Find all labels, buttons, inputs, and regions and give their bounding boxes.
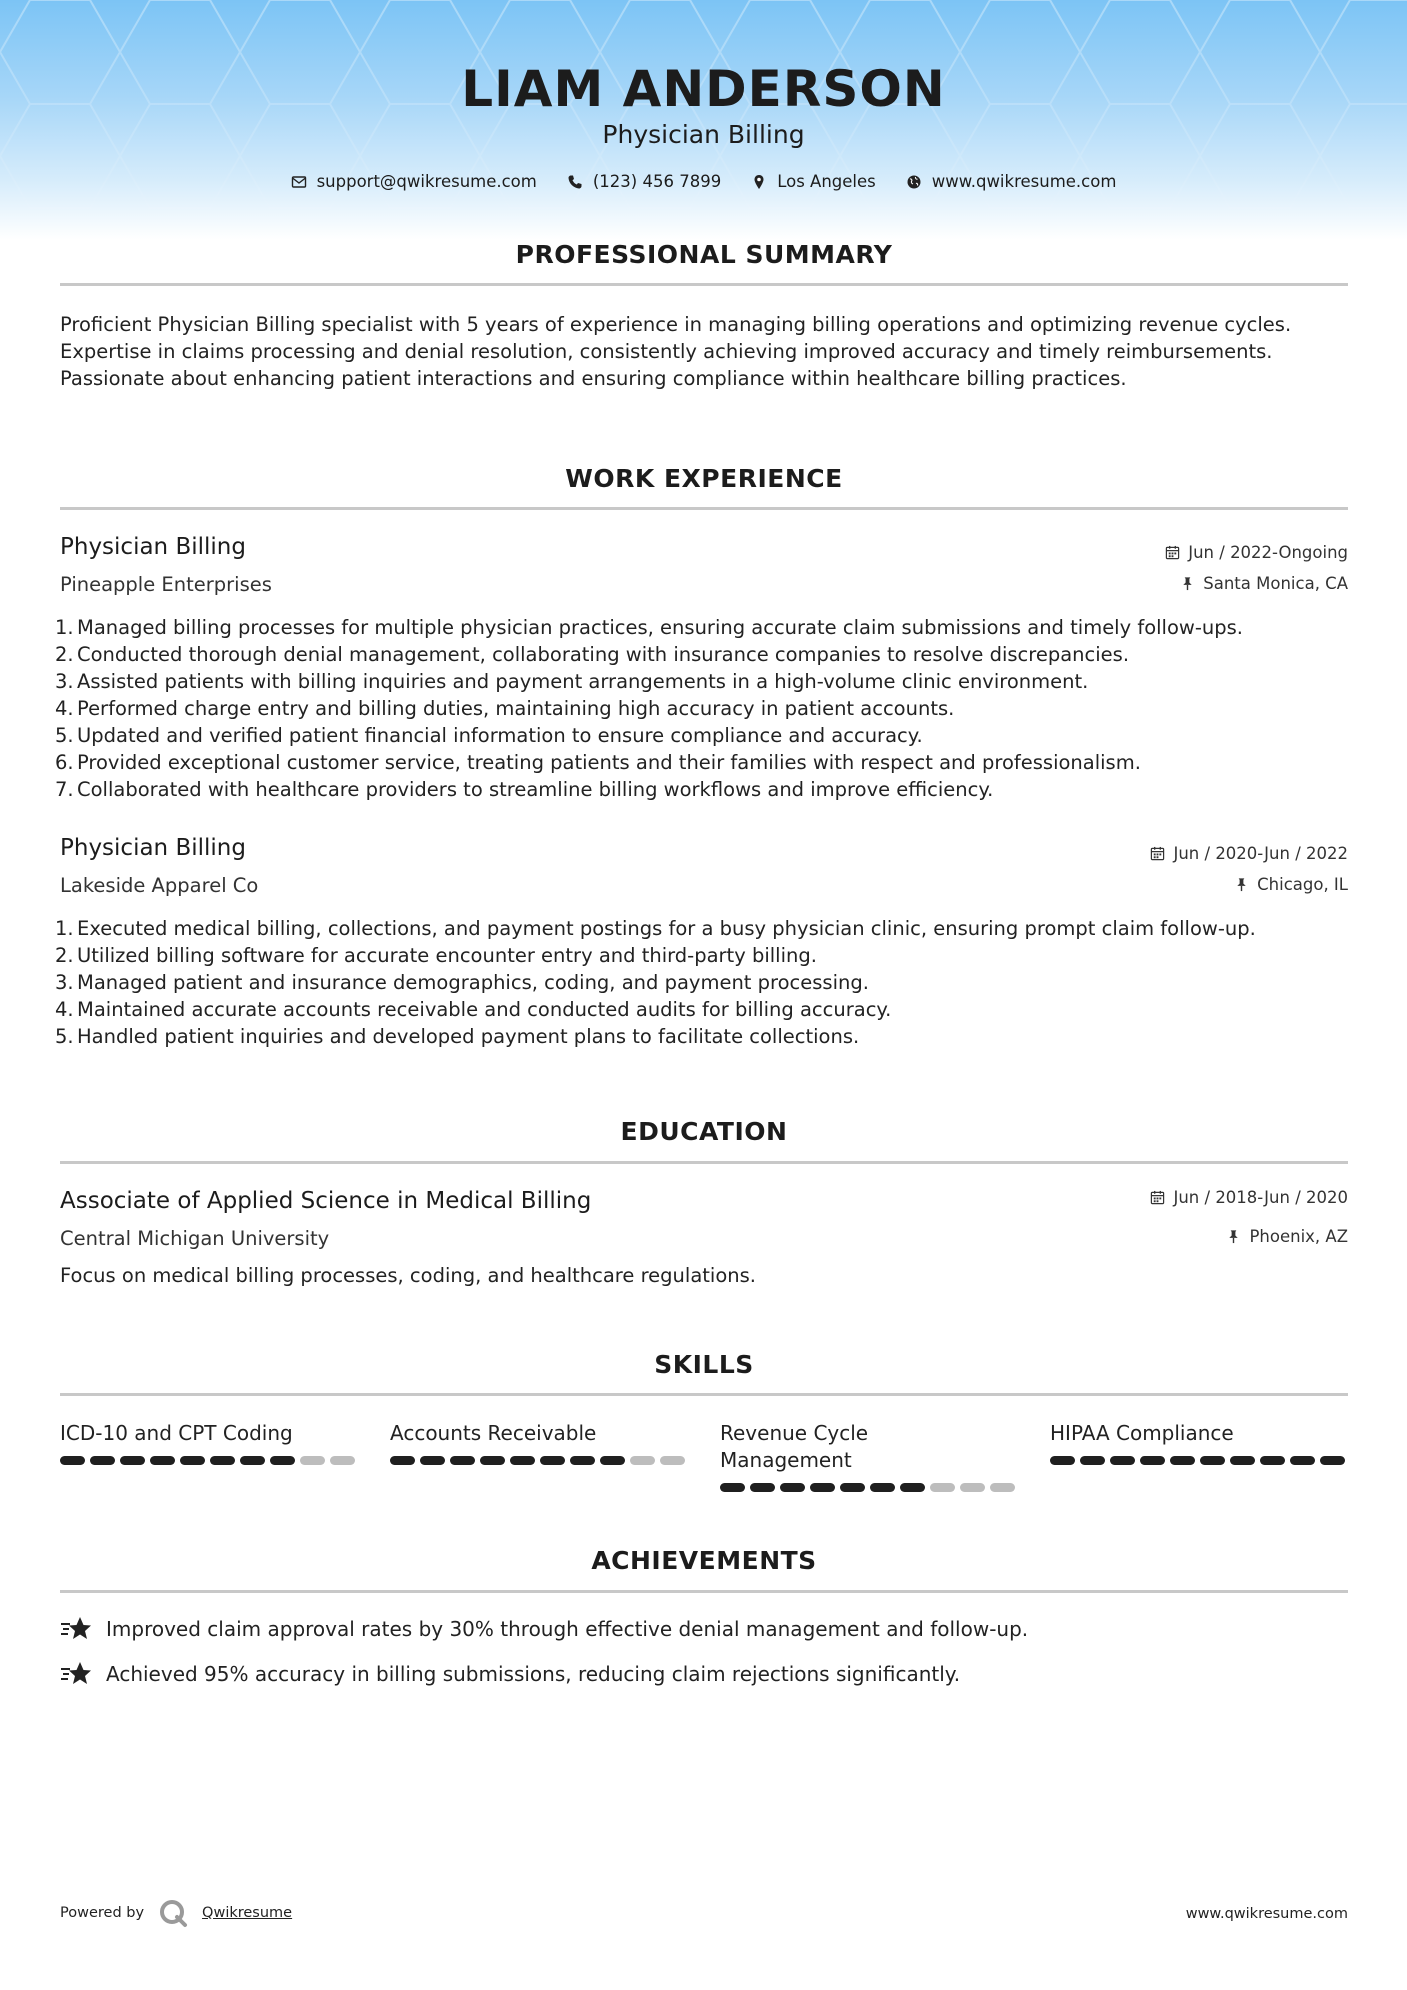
star-badge-icon xyxy=(60,1660,92,1688)
contact-bar xyxy=(0,172,1407,191)
list-item-text: Executed medical billing, collections, and payment postings for a busy physician clinic, ensuring prompt claim follow-up. xyxy=(77,917,1256,940)
list-item xyxy=(55,668,1365,695)
education-school: Central Michigan University xyxy=(60,1227,330,1250)
skill-level-segment xyxy=(960,1483,985,1492)
envelope-icon xyxy=(291,174,307,190)
list-item xyxy=(55,942,1365,969)
list-item-number: 5. xyxy=(55,724,74,747)
list-item xyxy=(55,695,1365,722)
job-title: Physician Billing xyxy=(60,534,246,560)
list-item-text: Utilized billing software for accurate encounter entry and third-party billing. xyxy=(77,944,817,967)
list-item xyxy=(55,996,1365,1023)
skill-name: Accounts Receivable xyxy=(390,1421,597,1445)
skill-name: HIPAA Compliance xyxy=(1050,1421,1234,1445)
education-location xyxy=(1226,1227,1348,1246)
skill-level-segment xyxy=(330,1456,355,1465)
list-item-text: Collaborated with healthcare providers to streamline billing workflows and improve efficiency. xyxy=(77,778,994,801)
list-item-text: Managed patient and insurance demographics, coding, and payment processing. xyxy=(77,971,869,994)
job-location xyxy=(1180,574,1348,593)
globe-icon xyxy=(906,174,922,190)
list-item-number: 3. xyxy=(55,670,74,693)
skill-level-segment xyxy=(1050,1456,1075,1465)
skill-level-segment xyxy=(840,1483,865,1492)
section-divider xyxy=(60,1161,1348,1164)
job-company: Lakeside Apparel Co xyxy=(60,874,259,897)
achievement-text: Achieved 95% accuracy in billing submissions, reducing claim rejections significantly. xyxy=(106,1662,961,1686)
phone-icon xyxy=(567,174,583,190)
education-dates-text: Jun / 2018-Jun / 2020 xyxy=(1173,1188,1348,1207)
list-item-text: Updated and verified patient financial information to ensure compliance and accuracy. xyxy=(77,724,923,747)
job-dates-text: Jun / 2020-Jun / 2022 xyxy=(1173,844,1348,863)
skill-level-segment xyxy=(1200,1456,1225,1465)
contact-location xyxy=(751,172,876,191)
list-item xyxy=(55,749,1365,776)
skill-level-segment xyxy=(540,1456,565,1465)
section-title-achievements: ACHIEVEMENTS xyxy=(591,1546,817,1575)
skill-level-segment xyxy=(390,1456,415,1465)
job-title: Physician Billing xyxy=(60,835,246,861)
skill-level-segment xyxy=(720,1483,745,1492)
skill-level-segment xyxy=(570,1456,595,1465)
candidate-name: LIAM ANDERSON xyxy=(461,60,946,118)
section-title-experience: WORK EXPERIENCE xyxy=(565,464,843,493)
brand-link[interactable]: Qwikresume xyxy=(202,1905,293,1921)
skill-level-segment xyxy=(450,1456,475,1465)
skill-level-segment xyxy=(780,1483,805,1492)
list-item-text: Maintained accurate accounts receivable and conducted audits for billing accuracy. xyxy=(77,998,892,1021)
education-description: Focus on medical billing processes, coding, and healthcare regulations. xyxy=(60,1264,756,1287)
list-item-number: 1. xyxy=(55,616,74,639)
skill-level-segment xyxy=(660,1456,685,1465)
skill-level-segment xyxy=(180,1456,205,1465)
list-item-number: 4. xyxy=(55,697,74,720)
list-item xyxy=(55,1023,1365,1050)
pushpin-icon xyxy=(1180,576,1195,591)
section-divider xyxy=(60,283,1348,286)
star-badge-icon xyxy=(60,1615,92,1643)
skill-level-segment xyxy=(750,1483,775,1492)
list-item-number: 2. xyxy=(55,944,74,967)
section-title-education: EDUCATION xyxy=(620,1117,788,1146)
list-item xyxy=(55,915,1365,942)
skill-level-segment xyxy=(150,1456,175,1465)
skill-level-segment xyxy=(1140,1456,1165,1465)
list-item-number: 5. xyxy=(55,1025,74,1048)
job-dates xyxy=(1165,543,1348,562)
skill-level-segment xyxy=(990,1483,1015,1492)
education-location-text: Phoenix, AZ xyxy=(1249,1227,1348,1246)
list-item xyxy=(55,722,1365,749)
job-location-text: Santa Monica, CA xyxy=(1203,574,1348,593)
list-item-number: 6. xyxy=(55,751,74,774)
job-dates-text: Jun / 2022-Ongoing xyxy=(1188,543,1348,562)
skill-level-bar xyxy=(1050,1456,1345,1465)
list-item-text: Handled patient inquiries and developed payment plans to facilitate collections. xyxy=(77,1025,860,1048)
section-title-skills: SKILLS xyxy=(654,1350,754,1379)
list-item-number: 4. xyxy=(55,998,74,1021)
skill-level-segment xyxy=(300,1456,325,1465)
contact-website[interactable] xyxy=(906,172,1117,191)
job-location-text: Chicago, IL xyxy=(1257,875,1348,894)
contact-email[interactable] xyxy=(291,172,537,191)
skill-level-segment xyxy=(1080,1456,1105,1465)
job-company: Pineapple Enterprises xyxy=(60,573,272,596)
skill-level-segment xyxy=(1110,1456,1135,1465)
contact-email-text: support@qwikresume.com xyxy=(316,172,537,191)
skill-level-segment xyxy=(90,1456,115,1465)
contact-location-text: Los Angeles xyxy=(777,172,876,191)
calendar-icon xyxy=(1165,545,1180,560)
skill-name: Revenue Cycle Management xyxy=(720,1421,869,1472)
skill-level-segment xyxy=(600,1456,625,1465)
list-item-number: 3. xyxy=(55,971,74,994)
list-item xyxy=(55,776,1365,803)
list-item-text: Provided exceptional customer service, treating patients and their families with respect and professionalism. xyxy=(77,751,1141,774)
skill-level-bar xyxy=(390,1456,685,1465)
skill-level-bar xyxy=(720,1483,1015,1492)
skill-level-segment xyxy=(240,1456,265,1465)
list-item-text: Conducted thorough denial management, collaborating with insurance companies to resolve discrepancies. xyxy=(77,643,1130,666)
list-item xyxy=(55,641,1365,668)
candidate-role: Physician Billing xyxy=(602,120,805,149)
list-item-text: Managed billing processes for multiple physician practices, ensuring accurate claim submissions and timely follow-ups. xyxy=(77,616,1243,639)
pushpin-icon xyxy=(1226,1229,1241,1244)
job-location xyxy=(1234,875,1348,894)
job-dates xyxy=(1150,844,1348,863)
qwikresume-logo-icon xyxy=(158,1898,188,1928)
achievement-item xyxy=(60,1615,1028,1643)
skill-level-segment xyxy=(1320,1456,1345,1465)
skill-name: ICD-10 and CPT Coding xyxy=(60,1421,293,1445)
summary-text: Proficient Physician Billing specialist with 5 years of experience in managing billing operations and optimizing revenue cycles. Expertise in claims processing and denial resolution, consistently achieving improved accuracy and timely reimbursements. Passionate about enhancing patient interactions and ensuring compliance within healthcare billing practices. xyxy=(60,313,1292,390)
section-divider xyxy=(60,1393,1348,1396)
list-item-text: Performed charge entry and billing duties, maintaining high accuracy in patient accounts. xyxy=(77,697,955,720)
skill-level-segment xyxy=(870,1483,895,1492)
skill-level-segment xyxy=(900,1483,925,1492)
contact-phone-text: (123) 456 7899 xyxy=(592,172,722,191)
calendar-icon xyxy=(1150,1190,1165,1205)
footer-powered-by xyxy=(60,1898,292,1928)
skill-level-segment xyxy=(270,1456,295,1465)
skill-level-segment xyxy=(420,1456,445,1465)
contact-website-text: www.qwikresume.com xyxy=(931,172,1117,191)
education-dates xyxy=(1150,1188,1348,1207)
pushpin-icon xyxy=(1234,877,1249,892)
skill-level-segment xyxy=(510,1456,535,1465)
calendar-icon xyxy=(1150,846,1165,861)
education-degree: Associate of Applied Science in Medical Billing xyxy=(60,1188,592,1214)
skill-level-segment xyxy=(480,1456,505,1465)
skill-level-segment xyxy=(1260,1456,1285,1465)
section-divider xyxy=(60,1590,1348,1593)
job-bullets xyxy=(55,915,1365,1050)
contact-phone[interactable] xyxy=(567,172,721,191)
list-item-number: 1. xyxy=(55,917,74,940)
list-item-number: 2. xyxy=(55,643,74,666)
map-pin-icon xyxy=(751,174,767,190)
skill-level-segment xyxy=(120,1456,145,1465)
achievement-text: Improved claim approval rates by 30% through effective denial management and follow-up. xyxy=(106,1617,1029,1641)
job-bullets xyxy=(55,614,1365,803)
skill-level-segment xyxy=(60,1456,85,1465)
achievement-item xyxy=(60,1660,960,1688)
skill-level-segment xyxy=(630,1456,655,1465)
skill-level-segment xyxy=(1230,1456,1255,1465)
skill-level-segment xyxy=(930,1483,955,1492)
list-item-number: 7. xyxy=(55,778,74,801)
powered-by-label: Powered by xyxy=(60,1905,145,1921)
skill-level-bar xyxy=(60,1456,355,1465)
list-item-text: Assisted patients with billing inquiries and payment arrangements in a high-volume clinic environment. xyxy=(77,670,1089,693)
section-title-summary: PROFESSIONAL SUMMARY xyxy=(515,240,893,269)
section-divider xyxy=(60,507,1348,510)
skill-level-segment xyxy=(1170,1456,1195,1465)
list-item xyxy=(55,614,1365,641)
list-item xyxy=(55,969,1365,996)
skill-level-segment xyxy=(810,1483,835,1492)
footer-website[interactable]: www.qwikresume.com xyxy=(1185,1906,1348,1922)
skill-level-segment xyxy=(1290,1456,1315,1465)
skill-level-segment xyxy=(210,1456,235,1465)
